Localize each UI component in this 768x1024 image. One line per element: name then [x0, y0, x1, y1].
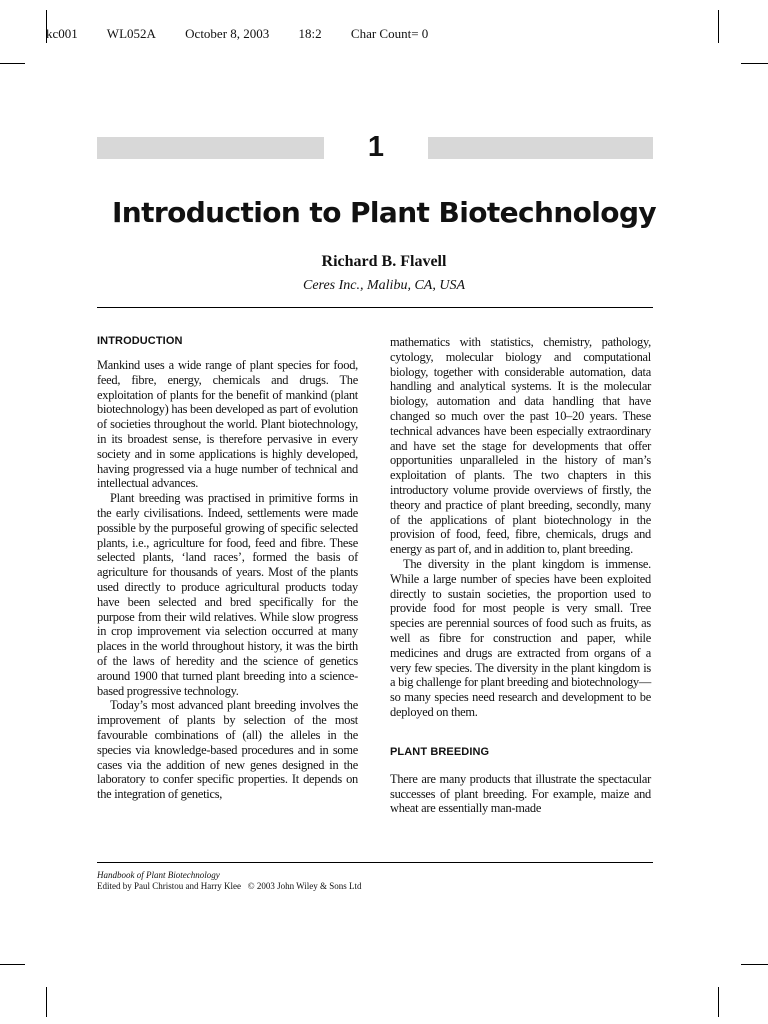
crop-mark-bottom-left-horizontal	[0, 964, 25, 965]
paragraph: The diversity in the plant kingdom is immense. While a large number of species have been exploited directly to sustain societies, the proportion used to provide food for most people is very small. Tree species are perennial sources of food such as fruits, as well as fibre for construction and paper, while medicines and drugs are extracted from organs of a very few species. The diversity in the plant kingdom is a big challenge for plant breeding and biotechnology—so many species need research and development to be deployed on them.	[390, 556, 651, 719]
slug-date: October 8, 2003	[185, 26, 270, 41]
book-title: Handbook of Plant Biotechnology	[97, 870, 220, 880]
print-slug-header	[46, 26, 454, 42]
section-heading-introduction: INTRODUCTION	[97, 335, 183, 347]
section-heading-plant-breeding: PLANT BREEDING	[390, 745, 490, 758]
chapter-title: Introduction to Plant Biotechnology	[111, 196, 657, 229]
right-column	[390, 335, 651, 816]
crop-mark-top-right-vertical	[718, 10, 719, 43]
crop-mark-bottom-right-horizontal	[741, 964, 768, 965]
paragraph: mathematics with statistics, chemistry, pathology, cytology, molecular biology and computational biology, together with considerable automation, data handling and analytical systems. It is the molecular biology, automation and data handling that have changed so much over the past 10–20 years. These technical advances have been especially extraordinary and have set the stage for developments that offer opportunities unparalleled in the history of man’s exploitation of plants. The two chapters in this introductory volume provide overviews of firstly, the theory and practice of plant breeding, secondly, many of the applications of plant biotechnology in the provision of food, feed, fibre, chemicals, drugs and energy as part of, and in addition to, plant breeding.	[390, 335, 651, 557]
copyright: © 2003 John Wiley & Sons Ltd	[247, 881, 362, 891]
slug-time: 18:2	[298, 26, 322, 41]
crop-mark-top-left-horizontal	[0, 63, 25, 64]
crop-mark-bottom-right-vertical	[718, 987, 719, 1017]
crop-mark-bottom-left-vertical	[46, 987, 47, 1017]
chapter-bar-left	[97, 137, 324, 159]
chapter-number: 1	[367, 131, 385, 163]
left-column	[97, 335, 358, 802]
job-id: WL052A	[106, 26, 156, 41]
paragraph: There are many products that illustrate the spectacular successes of plant breeding. For example, maize and wheat are essentially man-made	[390, 771, 651, 816]
editors: Edited by Paul Christou and Harry Klee	[97, 881, 241, 891]
title-divider	[97, 307, 653, 308]
crop-mark-top-right-horizontal	[741, 63, 768, 64]
footer-divider	[97, 862, 653, 863]
footer	[97, 870, 362, 892]
char-count: Char Count= 0	[350, 26, 429, 41]
chapter-bar-right	[428, 137, 653, 159]
paragraph: Today’s most advanced plant breeding involves the improvement of plants by selection of the most favourable combinations of (all) the alleles in the species via knowledge-based procedures and in some cases via the addition of new genes designed in the laboratory to confer specific properties. It depends on the integration of genetics,	[97, 698, 358, 802]
author-affiliation: Ceres Inc., Malibu, CA, USA	[302, 278, 465, 293]
file-id: kc001	[46, 26, 78, 41]
paragraph: Plant breeding was practised in primitive forms in the early civilisations. Indeed, settlements were made possible by the purposeful growing of specific selected plants, i.e., agriculture for food, feed and fibre. These selected plants, ‘land races’, formed the basis of agriculture for thousands of years. Most of the plants used directly to produce agricultural products today have been selected and bred specifically for the purpose from their wild relatives. While slow progress in crop improvement via selection occurred at many places in the world throughout history, it was the birth of the laws of heredity and the science of genetics around 1900 that turned plant breeding into a science-based progressive technology.	[97, 491, 358, 698]
author-name: Richard B. Flavell	[321, 253, 447, 270]
paragraph: Mankind uses a wide range of plant species for food, feed, fibre, energy, chemicals and drugs. The exploitation of plants for the benefit of mankind (plant biotechnology) has been developed as part of evolution of societies throughout the world. Plant biotechnology, in its broadest sense, is therefore pervasive in every society and in some applications is highly developed, having progressed via a huge number of technical and intellectual advances.	[97, 358, 358, 491]
footer-credits	[97, 881, 362, 892]
